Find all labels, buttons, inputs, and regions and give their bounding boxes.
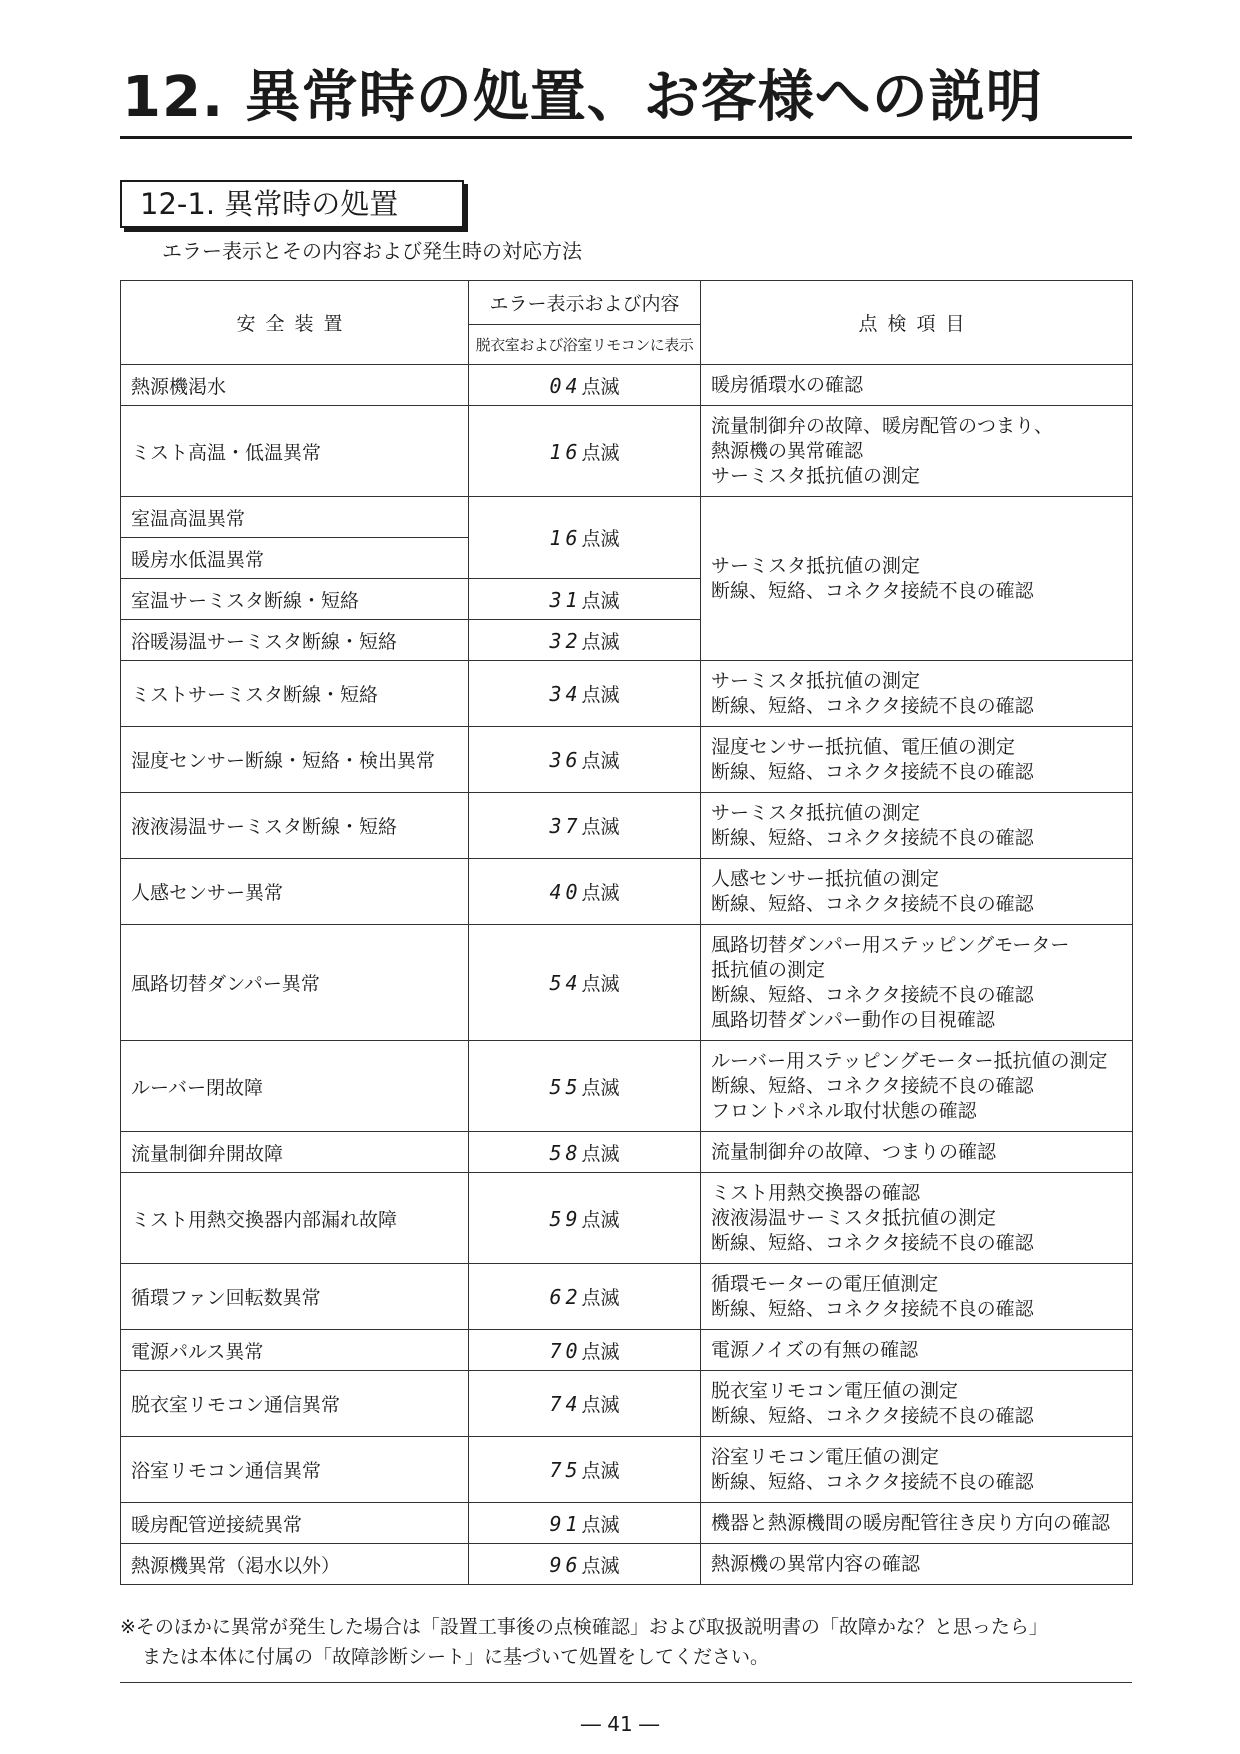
device-cell: ルーバー閉故障 bbox=[121, 1041, 469, 1132]
footnote-line: または本体に付属の「故障診断シート」に基づいて処置をしてください。 bbox=[142, 1646, 770, 1668]
inspection-line: 断線、短絡、コネクタ接続不良の確認 bbox=[711, 826, 1034, 849]
error-code: 75 bbox=[549, 1458, 582, 1482]
error-code: 55 bbox=[549, 1074, 582, 1099]
chapter-title: 12. 異常時の処置、お客様への説明 bbox=[122, 65, 1043, 130]
inspection-line: 流量制御弁の故障、暖房配管のつまり、 bbox=[711, 414, 1054, 437]
inspection-line: 断線、短絡、コネクタ接続不良の確認 bbox=[711, 694, 1034, 717]
inspection-line: サーミスタ抵抗値の測定 bbox=[711, 801, 921, 824]
inspection-line: サーミスタ抵抗値の測定 bbox=[711, 554, 921, 577]
inspection-cell bbox=[701, 793, 1133, 859]
inspection-cell bbox=[701, 727, 1133, 793]
inspection-cell bbox=[701, 859, 1133, 925]
blink-label: 点滅 bbox=[581, 1142, 620, 1165]
table-row bbox=[121, 727, 1133, 793]
inspection-line: 断線、短絡、コネクタ接続不良の確認 bbox=[711, 1470, 1034, 1493]
inspection-line: 断線、短絡、コネクタ接続不良の確認 bbox=[711, 579, 1034, 602]
table-row bbox=[121, 925, 1133, 1041]
footnote bbox=[120, 1612, 1132, 1672]
inspection-cell bbox=[701, 1173, 1133, 1264]
device-cell: 流量制御弁開故障 bbox=[121, 1132, 469, 1173]
error-code-cell bbox=[469, 1173, 701, 1264]
inspection-line: 断線、短絡、コネクタ接続不良の確認 bbox=[711, 1404, 1034, 1427]
error-code-cell bbox=[469, 1544, 701, 1585]
error-code-cell bbox=[469, 1264, 701, 1330]
device-cell: 電源パルス異常 bbox=[121, 1330, 469, 1371]
table-row bbox=[121, 1544, 1133, 1585]
inspection-cell bbox=[701, 497, 1133, 661]
table-row bbox=[121, 1330, 1133, 1371]
device-cell: 湿度センサー断線・短絡・検出異常 bbox=[121, 727, 469, 793]
table-row bbox=[121, 1371, 1133, 1437]
error-code: 04 bbox=[549, 373, 582, 398]
error-code-cell bbox=[469, 793, 701, 859]
error-code-cell bbox=[469, 925, 701, 1041]
inspection-line: 断線、短絡、コネクタ接続不良の確認 bbox=[711, 760, 1034, 783]
error-code-cell bbox=[469, 1371, 701, 1437]
error-code-cell bbox=[469, 365, 701, 406]
device-cell: 熱源機渇水 bbox=[121, 365, 469, 406]
blink-label: 点滅 bbox=[581, 1287, 620, 1309]
inspection-line: 浴室リモコン電圧値の測定 bbox=[711, 1445, 940, 1468]
error-code-cell bbox=[469, 579, 701, 620]
inspection-line: サーミスタ抵抗値の測定 bbox=[711, 669, 921, 692]
blink-label: 点滅 bbox=[581, 973, 620, 995]
blink-label: 点滅 bbox=[581, 882, 620, 904]
inspection-cell bbox=[701, 661, 1133, 727]
error-table bbox=[120, 280, 1133, 1585]
inspection-cell bbox=[701, 1437, 1133, 1503]
error-code: 40 bbox=[549, 880, 582, 904]
intro-text: エラー表示とその内容および発生時の対応方法 bbox=[162, 239, 582, 263]
error-code: 36 bbox=[549, 748, 582, 772]
blink-label: 点滅 bbox=[581, 1513, 620, 1536]
blink-label: 点滅 bbox=[581, 441, 620, 464]
inspection-cell bbox=[701, 925, 1133, 1041]
device-cell: 浴室リモコン通信異常 bbox=[121, 1437, 469, 1503]
device-cell: ミストサーミスタ断線・短絡 bbox=[121, 661, 469, 727]
blink-label: 点滅 bbox=[581, 1076, 620, 1099]
inspection-cell bbox=[701, 406, 1133, 497]
error-code-cell bbox=[469, 497, 701, 579]
device-cell: ミスト高温・低温異常 bbox=[121, 406, 469, 497]
error-code: 37 bbox=[549, 814, 582, 838]
inspection-line: 断線、短絡、コネクタ接続不良の確認 bbox=[711, 1231, 1034, 1254]
inspection-line: 脱衣室リモコン電圧値の測定 bbox=[711, 1379, 959, 1402]
inspection-line: 抵抗値の測定 bbox=[711, 958, 826, 981]
error-code: 59 bbox=[549, 1206, 582, 1231]
blink-label: 点滅 bbox=[581, 1554, 620, 1577]
inspection-line: 断線、短絡、コネクタ接続不良の確認 bbox=[711, 1297, 1034, 1320]
table-row bbox=[121, 1132, 1133, 1173]
inspection-cell bbox=[701, 1503, 1133, 1544]
inspection-line: ミスト用熱交換器の確認 bbox=[711, 1181, 921, 1204]
error-code: 16 bbox=[549, 526, 582, 550]
inspection-line: 断線、短絡、コネクタ接続不良の確認 bbox=[711, 892, 1034, 915]
inspection-cell bbox=[701, 365, 1133, 406]
inspection-line: ルーバー用ステッピングモーター抵抗値の測定 bbox=[711, 1049, 1108, 1072]
inspection-cell bbox=[701, 1371, 1133, 1437]
header-error-display-sub: 脱衣室および浴室リモコンに表示 bbox=[469, 325, 701, 365]
table-row bbox=[121, 365, 1133, 406]
table-row bbox=[121, 1264, 1133, 1330]
error-code: 58 bbox=[549, 1140, 582, 1165]
blink-label: 点滅 bbox=[581, 528, 620, 550]
inspection-line: 暖房循環水の確認 bbox=[711, 373, 864, 396]
device-cell: 液液湯温サーミスタ断線・短絡 bbox=[121, 793, 469, 859]
inspection-cell bbox=[701, 1041, 1133, 1132]
error-code: 31 bbox=[549, 587, 582, 612]
table-row bbox=[121, 793, 1133, 859]
inspection-line: 断線、短絡、コネクタ接続不良の確認 bbox=[711, 1074, 1034, 1097]
error-code-cell bbox=[469, 661, 701, 727]
inspection-cell bbox=[701, 1330, 1133, 1371]
inspection-line: 機器と熱源機間の暖房配管往き戻り方向の確認 bbox=[711, 1511, 1111, 1534]
device-cell: 人感センサー異常 bbox=[121, 859, 469, 925]
header-inspection: 点検項目 bbox=[701, 281, 1133, 365]
section-title: 12-1. 異常時の処置 bbox=[140, 187, 399, 221]
header-error-display: エラー表示および内容 bbox=[469, 281, 701, 325]
inspection-cell bbox=[701, 1132, 1133, 1173]
error-code-cell bbox=[469, 1041, 701, 1132]
inspection-line: サーミスタ抵抗値の測定 bbox=[711, 464, 921, 487]
error-code-cell bbox=[469, 1132, 701, 1173]
blink-label: 点滅 bbox=[581, 589, 620, 612]
page-number: ― 41 ― bbox=[580, 1712, 660, 1736]
device-cell: 暖房配管逆接続異常 bbox=[121, 1503, 469, 1544]
inspection-line: 循環モーターの電圧値測定 bbox=[711, 1272, 939, 1295]
inspection-cell bbox=[701, 1544, 1133, 1585]
error-code-cell bbox=[469, 406, 701, 497]
table-row bbox=[121, 1437, 1133, 1503]
inspection-line: 風路切替ダンパー用ステッピングモーター bbox=[711, 933, 1070, 956]
device-cell: 浴暖湯温サーミスタ断線・短絡 bbox=[121, 620, 469, 661]
blink-label: 点滅 bbox=[581, 816, 620, 838]
blink-label: 点滅 bbox=[581, 1340, 620, 1363]
inspection-line: 液液湯温サーミスタ抵抗値の測定 bbox=[711, 1206, 997, 1229]
inspection-line: フロントパネル取付状態の確認 bbox=[711, 1099, 977, 1122]
blink-label: 点滅 bbox=[581, 684, 620, 706]
error-code: 70 bbox=[549, 1338, 582, 1363]
device-cell: 熱源機異常（渇水以外） bbox=[121, 1544, 469, 1585]
table-row bbox=[121, 1173, 1133, 1264]
header-device: 安全装置 bbox=[121, 281, 469, 365]
error-code: 62 bbox=[549, 1285, 582, 1309]
inspection-line: 人感センサー抵抗値の測定 bbox=[711, 867, 940, 890]
error-code: 16 bbox=[549, 439, 582, 464]
inspection-line: 湿度センサー抵抗値、電圧値の測定 bbox=[711, 735, 1016, 758]
error-code: 32 bbox=[549, 628, 582, 653]
blink-label: 点滅 bbox=[581, 1208, 620, 1231]
table-row bbox=[121, 1503, 1133, 1544]
device-cell: 室温高温異常 bbox=[121, 497, 469, 538]
inspection-line: 風路切替ダンパー動作の目視確認 bbox=[711, 1008, 995, 1031]
blink-label: 点滅 bbox=[581, 630, 620, 653]
inspection-cell bbox=[701, 1264, 1133, 1330]
blink-label: 点滅 bbox=[581, 375, 620, 398]
footnote-line: ※そのほかに異常が発生した場合は「設置工事後の点検確認」および取扱説明書の「故障かな？と思ったら」 bbox=[120, 1616, 1048, 1638]
table-row bbox=[121, 497, 1133, 538]
inspection-line: 電源ノイズの有無の確認 bbox=[711, 1338, 919, 1361]
inspection-line: 断線、短絡、コネクタ接続不良の確認 bbox=[711, 983, 1034, 1006]
section-box bbox=[120, 180, 464, 228]
device-cell: 脱衣室リモコン通信異常 bbox=[121, 1371, 469, 1437]
table-row bbox=[121, 406, 1133, 497]
error-code-cell bbox=[469, 1437, 701, 1503]
device-cell: ミスト用熱交換器内部漏れ故障 bbox=[121, 1173, 469, 1264]
footnote-rule bbox=[120, 1682, 1132, 1683]
device-cell: 室温サーミスタ断線・短絡 bbox=[121, 579, 469, 620]
table-row bbox=[121, 859, 1133, 925]
device-cell: 風路切替ダンパー異常 bbox=[121, 925, 469, 1041]
table-row bbox=[121, 1041, 1133, 1132]
error-code: 96 bbox=[549, 1552, 582, 1577]
inspection-line: 熱源機の異常確認 bbox=[711, 439, 864, 462]
inspection-line: 熱源機の異常内容の確認 bbox=[711, 1552, 921, 1575]
error-code-cell bbox=[469, 727, 701, 793]
blink-label: 点滅 bbox=[581, 1460, 620, 1482]
error-code-cell bbox=[469, 1330, 701, 1371]
blink-label: 点滅 bbox=[581, 1394, 620, 1416]
device-cell: 循環ファン回転数異常 bbox=[121, 1264, 469, 1330]
error-code-cell bbox=[469, 1503, 701, 1544]
error-code: 34 bbox=[549, 682, 582, 706]
error-code-cell bbox=[469, 859, 701, 925]
error-code: 91 bbox=[549, 1511, 582, 1536]
error-code: 54 bbox=[549, 971, 582, 995]
chapter-rule bbox=[120, 136, 1132, 139]
device-cell: 暖房水低温異常 bbox=[121, 538, 469, 579]
table-row bbox=[121, 661, 1133, 727]
inspection-line: 流量制御弁の故障、つまりの確認 bbox=[711, 1140, 997, 1163]
error-code: 74 bbox=[549, 1392, 582, 1416]
blink-label: 点滅 bbox=[581, 750, 620, 772]
error-code-cell bbox=[469, 620, 701, 661]
